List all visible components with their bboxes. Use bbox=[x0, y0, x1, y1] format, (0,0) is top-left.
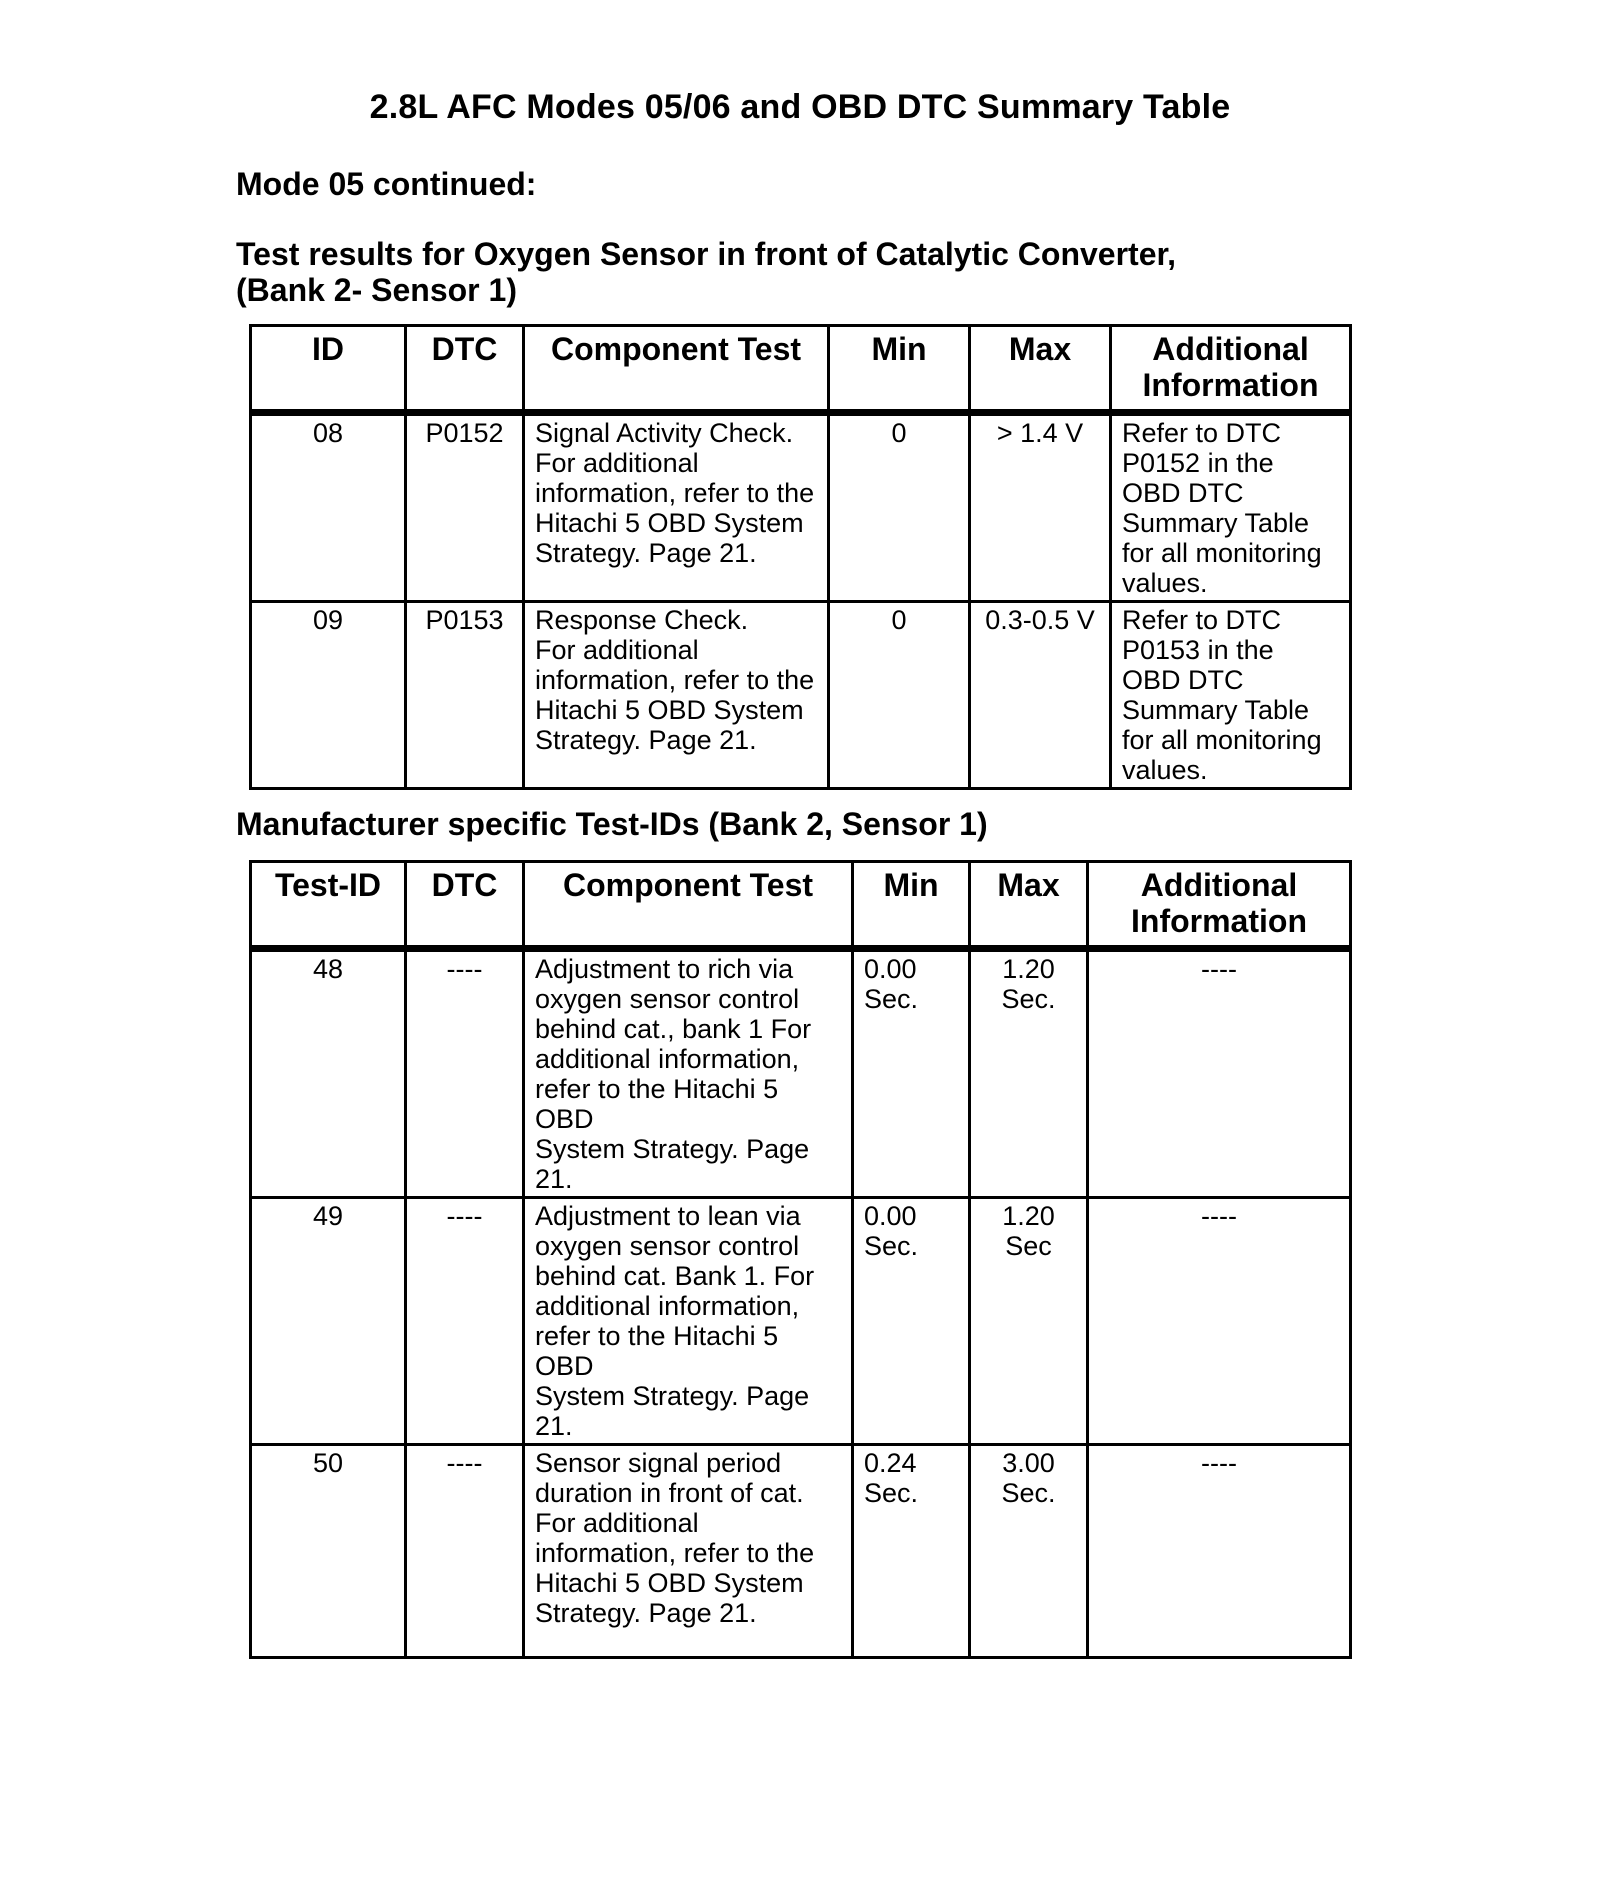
column-header-max: Max bbox=[970, 862, 1088, 949]
table-row bbox=[251, 1198, 1351, 1445]
cell-additional-information: ---- bbox=[1088, 1198, 1351, 1445]
cell-min: 0 bbox=[829, 413, 970, 602]
cell-additional-information: ---- bbox=[1088, 1445, 1351, 1658]
cell-test-id: 49 bbox=[251, 1198, 406, 1445]
cell-component-test: Adjustment to rich via oxygen sensor control behind cat., bank 1 For additional information, refer to the Hitachi 5 OBD System Strategy. Page 21. bbox=[535, 954, 812, 1194]
cell-max: 1.20 Sec bbox=[1002, 1201, 1055, 1261]
column-header-min: Min bbox=[853, 862, 970, 949]
cell-max: > 1.4 V bbox=[970, 413, 1111, 602]
section2-heading: Manufacturer specific Test-IDs (Bank 2, Sensor 1) bbox=[236, 806, 988, 842]
oxygen-sensor-test-table bbox=[249, 324, 1352, 790]
column-header-dtc: DTC bbox=[406, 862, 524, 949]
cell-additional-information: Refer to DTC P0152 in the OBD DTC Summary Table for all monitoring values. bbox=[1122, 418, 1322, 598]
section1-heading: Test results for Oxygen Sensor in front of Catalytic Converter, (Bank 2- Sensor 1) bbox=[236, 236, 1177, 308]
column-header-component-test: Component Test bbox=[524, 862, 853, 949]
table-header-row bbox=[251, 862, 1351, 949]
cell-min: 0 bbox=[829, 602, 970, 789]
column-header-additional-information: Additional Information bbox=[1088, 862, 1351, 949]
manufacturer-test-id-table bbox=[249, 860, 1352, 1659]
cell-id: 08 bbox=[251, 413, 406, 602]
cell-test-id: 50 bbox=[251, 1445, 406, 1658]
cell-max: 1.20 Sec. bbox=[1001, 954, 1056, 1014]
cell-dtc: ---- bbox=[406, 949, 524, 1198]
table-row bbox=[251, 413, 1351, 602]
cell-additional-information: Refer to DTC P0153 in the OBD DTC Summary Table for all monitoring values. bbox=[1122, 605, 1322, 785]
cell-component-test: Sensor signal period duration in front of cat. For additional information, refer to the Hitachi 5 OBD System Strategy. Page 21. bbox=[535, 1448, 815, 1628]
column-header-max: Max bbox=[970, 326, 1111, 413]
mode-heading: Mode 05 continued: bbox=[236, 166, 537, 202]
table-header-row bbox=[251, 326, 1351, 413]
table-row bbox=[251, 602, 1351, 789]
cell-id: 09 bbox=[251, 602, 406, 789]
cell-min: 0.24 Sec. bbox=[864, 1448, 919, 1508]
cell-dtc: ---- bbox=[406, 1445, 524, 1658]
cell-min: 0.00 Sec. bbox=[864, 1201, 919, 1261]
cell-max: 3.00 Sec. bbox=[1001, 1448, 1056, 1508]
table-row bbox=[251, 949, 1351, 1198]
cell-component-test: Adjustment to lean via oxygen sensor control behind cat. Bank 1. For additional information, refer to the Hitachi 5 OBD System Strategy. Page 21. bbox=[535, 1201, 815, 1441]
column-header-test-id: Test-ID bbox=[251, 862, 406, 949]
cell-component-test: Response Check. For additional information, refer to the Hitachi 5 OBD System Strategy. Page 21. bbox=[535, 605, 815, 755]
cell-dtc: ---- bbox=[406, 1198, 524, 1445]
page-title: 2.8L AFC Modes 05/06 and OBD DTC Summary Table bbox=[369, 88, 1231, 126]
cell-max: 0.3-0.5 V bbox=[970, 602, 1111, 789]
column-header-dtc: DTC bbox=[406, 326, 524, 413]
cell-component-test: Signal Activity Check. For additional information, refer to the Hitachi 5 OBD System Strategy. Page 21. bbox=[535, 418, 815, 568]
column-header-min: Min bbox=[829, 326, 970, 413]
column-header-additional-information: Additional Information bbox=[1111, 326, 1351, 413]
cell-dtc: P0152 bbox=[406, 413, 524, 602]
cell-test-id: 48 bbox=[251, 949, 406, 1198]
column-header-id: ID bbox=[251, 326, 406, 413]
table-row bbox=[251, 1445, 1351, 1658]
cell-dtc: P0153 bbox=[406, 602, 524, 789]
cell-min: 0.00 Sec. bbox=[864, 954, 919, 1014]
cell-additional-information: ---- bbox=[1088, 949, 1351, 1198]
column-header-component-test: Component Test bbox=[524, 326, 829, 413]
